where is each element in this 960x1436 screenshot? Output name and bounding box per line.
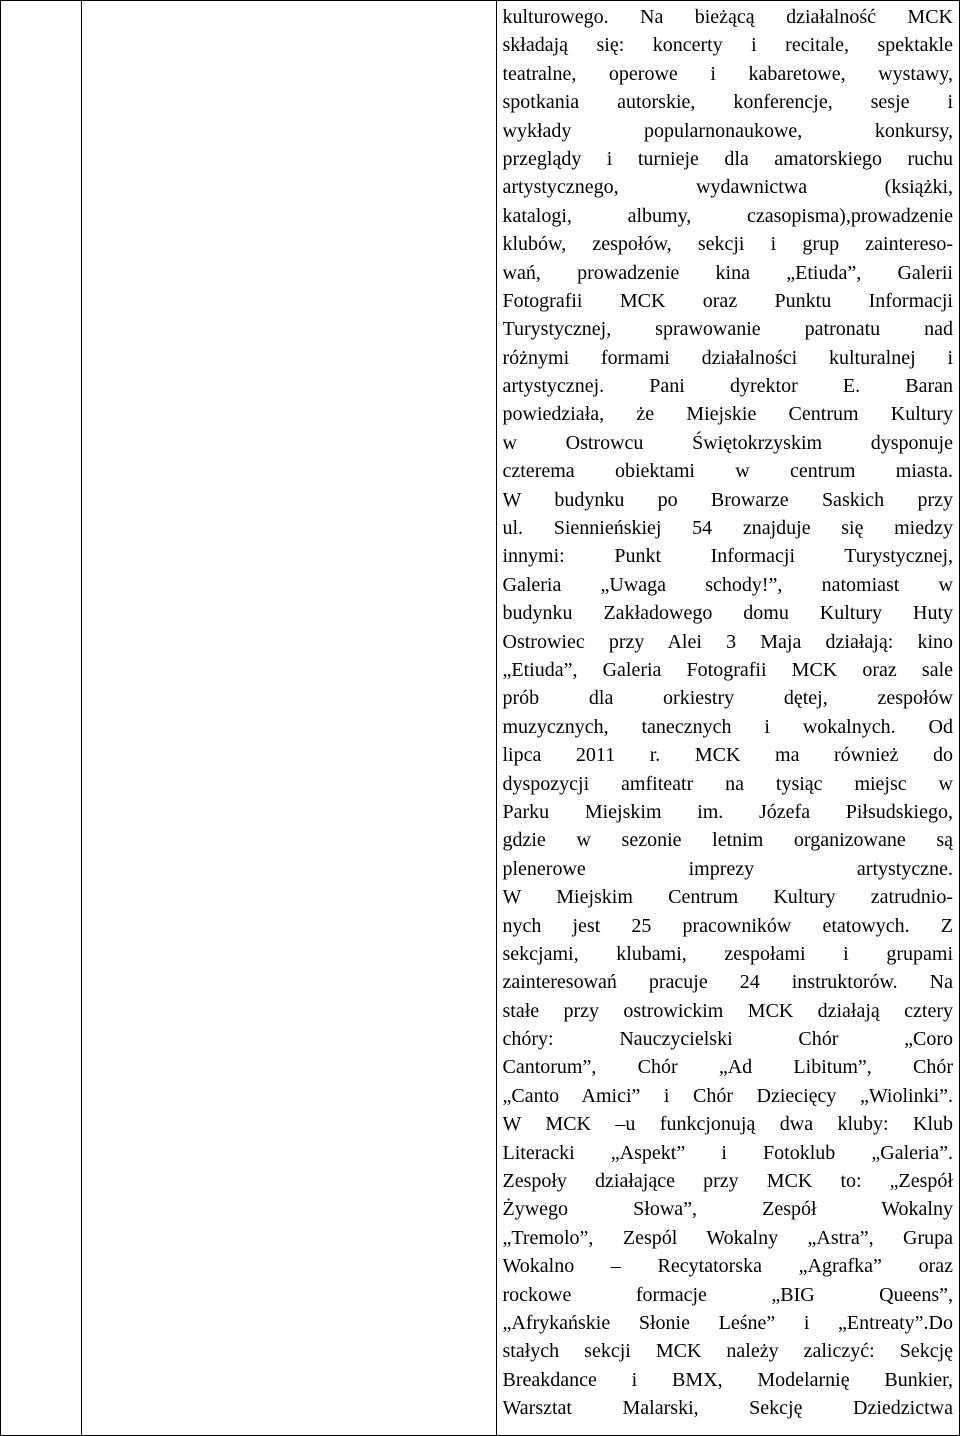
text-line: budynku Zakładowego domu Kultury Huty: [502, 602, 953, 625]
text-line: Galeria „Uwaga schody!”, natomiast w: [502, 573, 953, 596]
text-line: wykłady popularnonaukowe, konkursy,: [502, 119, 953, 142]
text-line: klubów, zespołów, sekcji i grup zaintereso-: [502, 233, 953, 256]
text-line: Zespoły działające przy MCK to: „Zespół: [502, 1170, 953, 1193]
text-line: chóry: Nauczycielski Chór „Coro: [502, 1028, 953, 1051]
text-line: „Tremolo”, Zespól Wokalny „Astra”, Grupa: [502, 1226, 953, 1249]
text-line: artystycznej. Pani dyrektor E. Baran: [502, 375, 953, 398]
text-line: Turystycznej, sprawowanie patronatu nad: [502, 318, 953, 341]
text-line: artystycznego, wydawnictwa (książki,: [502, 176, 953, 199]
text-line: Parku Miejskim im. Józefa Piłsudskiego,: [502, 800, 953, 823]
text-line: katalogi, albumy, czasopisma),prowadzenie: [502, 204, 953, 227]
text-line: spotkania autorskie, konferencje, sesje i: [502, 91, 953, 114]
text-line: Literacki „Aspekt” i Fotoklub „Galeria”.: [502, 1141, 953, 1164]
text-line: dyspozycji amfiteatr na tysiąc miejsc w: [502, 772, 953, 795]
text-line: ul. Siennieńskiej 54 znajduje się miedzy: [502, 517, 953, 540]
text-line: różnymi formami działalności kulturalnej i: [502, 346, 953, 369]
text-line: muzycznych, tanecznych i wokalnych. Od: [502, 715, 953, 738]
text-line: W MCK –u funkcjonują dwa kluby: Klub: [502, 1113, 953, 1136]
text-line: W budynku po Browarze Saskich przy: [502, 488, 953, 511]
text-line: w Ostrowcu Świętokrzyskim dysponuje: [502, 431, 953, 454]
text-line: Breakdance i BMX, Modelarnię Bunkier,: [502, 1368, 953, 1391]
text-line: powiedziała, że Miejskie Centrum Kultury: [502, 403, 953, 426]
text-line: Cantorum”, Chór „Ad Libitum”, Chór: [502, 1056, 953, 1079]
text-line: składają się: koncerty i recitale, spektakle: [502, 34, 953, 57]
text-line: teatralne, operowe i kabaretowe, wystawy,: [502, 62, 953, 85]
text-line: nych jest 25 pracowników etatowych. Z: [502, 914, 953, 937]
text-line: Żywego Słowa”, Zespół Wokalny: [502, 1198, 953, 1221]
text-line: przeglądy i turnieje dla amatorskiego ruchu: [502, 147, 953, 170]
text-line: czterema obiektami w centrum miasta.: [502, 460, 953, 483]
text-line: sekcjami, klubami, zespołami i grupami: [502, 942, 953, 965]
empty-cell-left: [1, 1, 82, 1436]
text-line: wań, prowadzenie kina „Etiuda”, Galerii: [502, 261, 953, 284]
table-row: [1, 1, 960, 1436]
text-line: plenerowe imprezy artystyczne.: [502, 857, 953, 880]
text-line: lipca 2011 r. MCK ma również do: [502, 744, 953, 767]
empty-cell-middle: [82, 1, 496, 1436]
text-line: Wokalno – Recytatorska „Agrafka” oraz: [502, 1255, 953, 1278]
text-line: gdzie w sezonie letnim organizowane są: [502, 829, 953, 852]
text-line: „Canto Amici” i Chór Dziecięcy „Wiolinki”.: [502, 1084, 953, 1107]
text-cell: [496, 1, 960, 1436]
text-line: rockowe formacje „BIG Queens”,: [502, 1283, 953, 1306]
text-line: Fotografii MCK oraz Punktu Informacji: [502, 289, 953, 312]
text-line: innymi: Punkt Informacji Turystycznej,: [502, 545, 953, 568]
text-line: stałych sekcji MCK należy zaliczyć: Sekcję: [502, 1340, 953, 1363]
text-line: W Miejskim Centrum Kultury zatrudnio-: [502, 886, 953, 909]
text-line: kulturowego. Na bieżącą działalność MCK: [502, 6, 953, 28]
text-line: „Etiuda”, Galeria Fotografii MCK oraz sale: [502, 658, 953, 681]
text-line: „Afrykańskie Słonie Leśne” i „Entreaty”.Do: [502, 1311, 953, 1334]
text-line: prób dla orkiestry dętej, zespołów: [502, 687, 953, 710]
text-line: Ostrowiec przy Alei 3 Maja działają: kino: [502, 630, 953, 653]
text-line: Warsztat Malarski, Sekcję Dziedzictwa: [502, 1397, 953, 1420]
text-line: zainteresowań pracuje 24 instruktorów. Na: [502, 971, 953, 994]
text-line: stałe przy ostrowickim MCK działają cztery: [502, 999, 953, 1022]
